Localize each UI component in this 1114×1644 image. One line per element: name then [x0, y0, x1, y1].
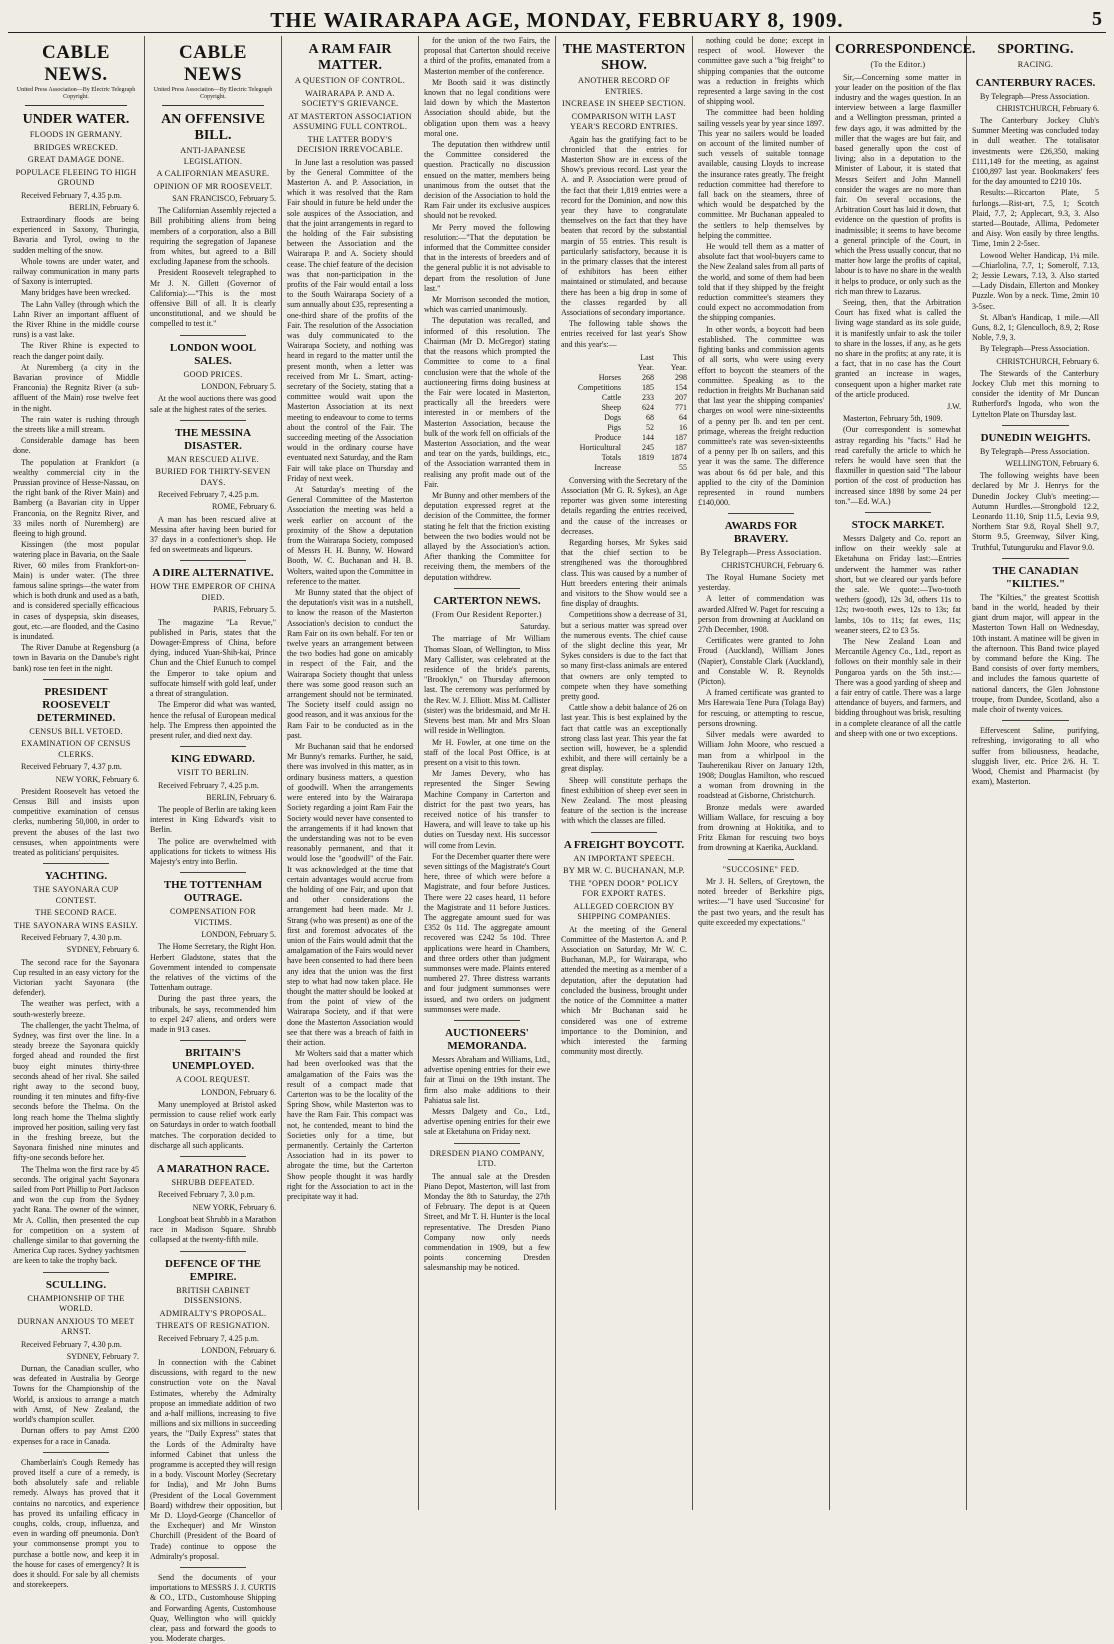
paragraph: The police are overwhelmed with applications for tickets to witness His Majesty's entry into Berlin. — [150, 836, 276, 867]
table-row — [561, 443, 687, 453]
story-deck: POPULACE FLEEING TO HIGH GROUND — [15, 167, 137, 187]
story-headline: CANTERBURY RACES. — [975, 76, 1096, 89]
table-cell: 52 — [646, 422, 654, 432]
divider — [43, 1272, 109, 1273]
story-deck: DURNAN ANXIOUS TO MEET ARNST. — [17, 1316, 135, 1337]
table-cell: 624 — [642, 402, 654, 412]
paragraph: At the wool auctions there was good sale at the highest rates of the series. — [150, 394, 276, 414]
story-deck: SHRUBB DEFEATED. — [171, 1177, 255, 1187]
story-headline: LONDON WOOL SALES. — [169, 341, 257, 367]
story-deck: BRITISH CABINET DISSENSIONS. — [176, 1285, 250, 1305]
paragraph: The people of Berlin are taking keen interest in King Edward's visit to Berlin. — [150, 805, 276, 835]
table-row — [561, 403, 687, 413]
table-cell: Competitions — [577, 382, 621, 392]
table-cell: Produce — [594, 432, 621, 442]
paragraph: Many bridges have been wrecked. — [21, 288, 131, 298]
story-deck: GREAT DAMAGE DONE. — [27, 155, 125, 164]
paragraph: Again has the gratifying fact to be chronicled that the entries for Masterton Show are in excess of the Show's previous record. Last year the A. and P. Association were proud of the fact that their 1,819 entries were a record for the Dominion, and now this year they have to congratulate themselves on the fact that they have beaten that record by the substantial margin of 55 entries. This result is particularly satisfactory, because it is in the primary classes that the interest of exhibitors has been either maintained or stimulated, and because there has been a big drop in some of the classes regarded by all Associations of secondary importance. — [561, 134, 687, 317]
story-headline: AWARDS FOR BRAVERY. — [724, 520, 798, 546]
paragraph: Mr Wolters said that a matter which had been overlooked was that the amalgamation of the Fairs was the result of a compact made that Carterton was to be the locality of the Spring Show, while Masterton was to have the Ram Fair. This compact was not, he contended, meant to bind the Societies only for a time, but permanently. Certainly the Carterton Association had in its power to abrogate the time, but the Carterton Show people thought it was hardly right for the Association to act in the precipitate way it had. — [287, 1049, 413, 1202]
advertisement: Send the documents of your importations to MESSRS J. J. CURTIS & CO., LTD., Customhouse Shipping and Forwarding Agents, Customhouse Quay, Wellington who will quickly clear, pass and forward the goods to you. Moderate charges. — [150, 1572, 276, 1644]
paragraph: The population at Frankfort (a wealthy commercial city in the Prussian province of Hesse-Nassau, on the right bank of the River Main) and Bamberg (a Bavarian city in Upper Franconia, on the Regnitz River, and 33 miles north of Nuremberg) are fleeing to high ground. — [13, 457, 139, 538]
dateline: WELLINGTON, February 6. — [1005, 459, 1099, 468]
paragraph: President Roosevelt has vetoed the Census Bill and insists upon competitive examination of census clerks, numbering 50,000, in order to prevent the abuses of the last two censuses, when appointments were treated as politicians' perquisites. — [13, 786, 139, 857]
table-row — [561, 413, 687, 423]
advertisement: The annual sale at the Dresden Piano Depot, Masterton, will last from Monday the 8th to Saturday, the 27th of February. The depot is at Queen Street, and Mr T. H. Hunter is the local representative. The Dresden Piano Company now only needs commendation in 1909, but a few points concerning Dresden salesmanship may be noticed. — [424, 1171, 550, 1273]
story-headline: DUNEDIN WEIGHTS. — [980, 431, 1091, 444]
table-header-cell — [561, 353, 621, 373]
story-headline: AUCTIONEERS' MEMORANDA. — [445, 1026, 529, 1052]
table-cell: 187 — [675, 442, 687, 452]
divider — [728, 859, 794, 860]
divider — [454, 1143, 520, 1144]
story-deck: A QUESTION OF CONTROL. — [294, 76, 406, 85]
divider — [43, 679, 109, 680]
column-3 — [282, 36, 419, 1510]
story-deck: ADMIRALTY'S PROPOSAL. — [159, 1308, 267, 1318]
table-cell: 207 — [675, 392, 687, 402]
table-row — [561, 383, 687, 393]
table-total-row — [561, 453, 687, 463]
story-headline: CARTERTON NEWS. — [433, 594, 541, 607]
paragraph: At Saturday's meeting of the General Committee of the Masterton Association the meeting was held a week earlier on account of the proximity of the Show a deputation from the Wairarapa Society, composed of Messrs H. H. Bunny, W. Howard Booth, W. C. Buchanan and H. B. Wolters, waited upon the Committee in reference to the matter. — [287, 485, 413, 586]
paragraph: President Roosevelt telegraphed to Mr J. N. Gillett (Governor of California):—"This is the most offensive Bill of all. It is clearly unconstitutional, and we should be compelled to test it." — [150, 268, 276, 329]
divider — [162, 105, 264, 106]
advertisement: Mr J. H. Sellers, of Greytown, the noted breeder of Berkshire pigs, writes:—"I have used 'Succosine' for the past two years, and the result has quite exceeded my expectations." — [698, 877, 824, 927]
dateline: Received February 7, 4.35 p.m. — [21, 190, 122, 200]
story-headline: KING EDWARD. — [171, 753, 255, 766]
story-deck: THE LATTER BODY'S DECISION IRREVOCABLE. — [297, 134, 403, 154]
story-headline: BRITAIN'S UNEMPLOYED. — [171, 1047, 255, 1073]
paragraph: The Stewards of the Canterbury Jockey Club met this morning to consider the identity of Mr Duncan Rutherford's Ingoda, who won the Lyttelton Plate on Thursday last. — [972, 368, 1099, 419]
columns — [8, 36, 1106, 1644]
dateline: Received February 7, 4.25 p.m. — [158, 780, 259, 790]
dateline: CHRISTCHURCH, February 6. — [996, 103, 1099, 113]
paragraph: The magazine "La Revue," published in Paris, states that the Dowager-Empress of China, before dying, induced Yuan-Shih-kai, Prince Chun and the Chief Eunuch to compel the Emperor to take opium and suffocate himself with gold leaf, under a threat of strangulation. — [150, 617, 276, 699]
paragraph: Many unemployed at Bristol asked permission to cause relief work early on Saturdays in order to watch football matches. The corporation decided to discharge all such applicants. — [150, 1099, 276, 1150]
story-deck: AT MASTERTON ASSOCIATION ASSUMING FULL CONTROL. — [288, 111, 412, 131]
dateline: Received February 7, 4.37 p.m. — [21, 762, 122, 772]
divider — [180, 872, 246, 873]
signature: J.W. — [947, 402, 961, 411]
paragraph: The committee had been holding sailing vessels year by year since 1897. This year no sailers would be loaded on account of the limited number of such vessels of suitable tonnage available, causing Lloyds to increase the insurance rates greatly. The freight reduction committee had therefore to fall back on the steamers, three of which would be despatched by the committee. Mr Buchanan appealed to the settlers to help themselves by helping the committee. — [698, 108, 824, 240]
table-cell: Dogs — [604, 412, 621, 422]
story-headline: STOCK MARKET. — [851, 519, 945, 532]
story-deck: MAN RESCUED ALIVE. — [166, 454, 260, 464]
story-deck: ALLEGED COERCION BY SHIPPING COMPANIES. — [573, 901, 675, 922]
divider — [25, 105, 127, 106]
credit-line: United Press Association—By Electric Telegraph Copyright. — [153, 87, 273, 100]
divider — [1002, 425, 1069, 426]
paragraph: The "Kilties," the greatest Scottish band in the world, headed by their giant drum major, will appear in the Masterton Town Hall on Wednesday, 10th instant. A matinee will be given in the afternoon. This Band twice played by command before the King. The Band consists of over forty members, and includes the famous quartette of national dancers, the Glen Johnstone troupe, from Dundee, Scotland, also a male choir of twenty voices. — [972, 592, 1099, 715]
column-6 — [693, 36, 830, 1510]
paragraph: Messrs Dalgety and Co., Ltd., advertise opening entries for their ewe sale at Eketahuna on Friday next. — [424, 1107, 550, 1137]
story-deck: A CALIFORNIAN MEASURE. — [156, 169, 270, 178]
dateline: CHRISTCHURCH, February 6. — [721, 560, 824, 570]
paragraph: Regarding horses, Mr Sykes said that the chief section to be strengthened was the thoroughbred class. This was caused by a number of Hutt breeders entering their animals and visitors to the Show would see a fine display of draughts. — [561, 537, 687, 609]
paragraph: The Canterbury Jockey Club's Summer Meeting was concluded today in dull weather. The totalisator investments were £26,350, making £111,149 for the meeting, as against £100,897 last year. Bookmakers' fees for the day amounted to £210 10s. — [972, 115, 1099, 187]
paragraph: Mr Perry moved the following resolution:—"That the deputation be informed that the Committee consider that in the interests of breeders and of the general public it is not advisable to depart from the resolution of June last." — [424, 222, 550, 293]
table-cell: 233 — [642, 392, 654, 402]
column-8 — [967, 36, 1104, 1510]
newspaper-title: THE WAIRARAPA AGE, MONDAY, FEBRUARY 8, 1909. — [270, 8, 844, 32]
divider — [728, 513, 794, 514]
column-4 — [419, 36, 556, 1510]
divider — [180, 1567, 246, 1568]
paragraph: Lowood Welter Handicap, 1¼ mile.—Chiarlolina, 7.7, 1; Somerolf, 7.13, 2; Jessie Lewars, 7.13, 3. Also started—Lady Disdain, Ellerton and Monkey Puzzle. Won by a neck. Time, 2min 10 3-5sec. — [972, 250, 1099, 311]
paragraph: nothing could be done; except in respect of wool. However the committee gave such a "big freight" to shipping companies that the outcome was a reduction in freights which represented a large saving in the cost of shipping wool. — [698, 36, 824, 107]
paragraph: Cattle show a debit balance of 26 on last year. This is best explained by the fact that cattle was an exceptionally strong class last year. This year the fat section will, however, be a splendid exhibit, and there will certainly be a great display. — [561, 703, 687, 774]
story-deck: BY MR W. C. BUCHANAN, M.P. — [563, 866, 685, 876]
paragraph: The Thelma won the first race by 45 seconds. The original yacht Sayonara sailed from Port Phillip to Port Jackson and won the cup from the Sydney yacht Rana. The owner of the winner, Mr A. Collin, then presented the cup for competition on a system of challenge similar to that governing the America Cup races. Sydney yachtsmen are keen to take the trophy back. — [13, 1164, 139, 1266]
divider — [180, 1251, 246, 1252]
paragraph: The weather was perfect, with a south-westerly breeze. — [13, 999, 139, 1019]
paragraph: The second race for the Sayonara Cup resulted in an easy victory for the Victorian yacht Sayonara (the defender). — [13, 957, 139, 998]
section-title: CABLE NEWS. — [42, 42, 110, 85]
section-title: CORRESPONDENCE. — [835, 42, 976, 57]
divider — [180, 420, 246, 421]
story-headline: AN OFFENSIVE BILL. — [161, 112, 265, 143]
divider — [454, 1020, 520, 1021]
table-row — [561, 393, 687, 403]
dateline: SYDNEY, February 6. — [66, 945, 139, 955]
paragraph: The deputation then withdrew until the Committee considered the question. Practically no discussion ensued on the matter, members being unanimous from the outset that the decision of the Association to hold the Ram Fair under its exclusive auspices should not be revoked. — [424, 140, 550, 221]
page-number: 5 — [1092, 8, 1102, 30]
paragraph: Mr Bunny and other members of the deputation expressed regret at the decision of the Committee, the former stating he felt that the friction existing between the two bodies would not be allayed by the Association's action. After thanking the Committee for receiving them, the members of the deputation withdrew. — [424, 490, 550, 582]
story-deck: ANOTHER RECORD OF ENTRIES. — [578, 76, 670, 96]
paragraph: He would tell them as a matter of absolute fact that wool-buyers came to the New Zealand sales from all parts of the world, and some of them had been told that if they shipped by the freight reduction committee's steamers they could expect no accommodation from the shipping companies. — [698, 242, 824, 323]
story-headline: A RAM FAIR MATTER. — [308, 42, 392, 73]
advertisement: Chamberlain's Cough Remedy has proved itself a cure of a remedy, is both absolutely safe and reliable remedy. Always has proved that it contains no narcotics, and experience has proved its unfailing efficacy in coughs, colds, croup, influenza, and even in warding off pneumonia. Don't your commonsense prompt you to purchase a bottle now, and keep it in the house for cases of emergency? It is does it should. For sale by all chemists and storekeepers. — [13, 1457, 139, 1590]
paragraph: The Lahn Valley (through which the Lahn River an important affluent of the River Rhine in the middle course runs) is a vast lake. — [13, 299, 139, 340]
table-row — [561, 423, 687, 433]
paragraph: Durnan offers to pay Arnst £200 expenses for a race in Canada. — [13, 1426, 139, 1446]
story-headline: THE TOTTENHAM OUTRAGE. — [163, 879, 263, 905]
table-cell: 154 — [675, 382, 687, 392]
paragraph: A framed certificate was granted to Mrs Harewaia Tene Pura (Tolaga Bay) for rescuing, or attempting to rescue, persons drowning. — [698, 688, 824, 728]
story-deck: WAIRARAPA P. AND A. SOCIETY'S GRIEVANCE. — [301, 88, 399, 108]
advertisement: Effervescent Saline, purifying, refreshing, invigorating to all who suffer from biliousness, headache, sluggish liver, etc. Price 2/6. H. T. Wood, Chemist and Pharmacist (by exam), Masterton. — [972, 726, 1099, 787]
story-headline: A FREIGHT BOYCOTT. — [563, 838, 685, 851]
divider — [180, 746, 246, 747]
paragraph: The deputation was recalled, and informed of this resolution. The Chairman (Mr D. McGregor) stating that the reasons which prompted the Committee to come to a final conclusion were that the whole of the auctioneering firms doing business at the Fair were located in Masterton, practically all the breeders were interested in or members of the Masterton Association, because the bulk of the work fell on officials of the Masterton Association, and the wear and tear on the yards, buildings, etc., of the Association warranted them in realising any profit made out of the Fair. — [424, 316, 550, 489]
dateline: Saturday. — [520, 622, 550, 632]
paragraph: Conversing with the Secretary of the Association (Mr G. R. Sykes), an Age reporter was given some interesting details regarding the entries received, and the cause of the increases or decreases. — [561, 475, 687, 536]
masthead — [8, 4, 1106, 33]
story-deck: THE SECOND RACE. — [35, 908, 117, 918]
paragraph: The Royal Humane Society met yesterday. — [698, 573, 824, 593]
paragraph: The following table shows the entries received for last year's Show and this year's:— — [561, 319, 687, 349]
divider — [43, 863, 109, 864]
section-title: SPORTING. — [997, 42, 1074, 57]
divider — [180, 1040, 246, 1041]
table-cell: 64 — [679, 412, 687, 422]
story-deck: THE "OPEN DOOR" POLICY FOR EXPORT RATES. — [569, 878, 679, 899]
dateline: PARIS, February 5. — [213, 605, 276, 615]
table-cell: Totals — [601, 452, 621, 462]
paragraph: Mr Buchanan said that he endorsed Mr Bunny's remarks. Further, he said, there was involved in this matter, as in ordinary business matters, a question of goodwill. When the arrangements were entered into by the Wairarapa Society regarding a joint Ram Fair the Society would never have consented to the arrangements if it had known that the understanding was not to be even reasonably permanent, and that it would lose the "goodwill" of the Fair. It was acknowledged at the time that certain advantages would accrue from the holding of one Fair, and upon that and other considerations the arrangement had been made. Mr J. Strang (who was present) as one of the first and foremost advocates of the union of the Fairs would admit that the amalgamation of the Fairs would never have been consented to had there been any idea that the union was the first step to what had now taken place. He thought the matter should be looked at from the point of view of the Wairarapa Society, and if that were done the Masterton Association would see that there was a breach of faith in their action. — [287, 742, 413, 1047]
story-headline: A DIRE ALTERNATIVE. — [152, 567, 274, 580]
story-deck: ANTI-JAPANESE LEGISLATION. — [180, 146, 246, 166]
table-cell: 187 — [675, 432, 687, 442]
paragraph: Kissingen (the most popular watering place in Bavaria, on the Saale River, 60 miles from Frankfort-on-Main) is under water. (The three famous saline springs—the water from which is both drunk and used as a bath, and is considered specially efficacious in cases of dyspepsia, skin diseases, gout, etc.—are flooded, and the Casino is inundated. — [13, 540, 139, 642]
dateline: Masterton, February 5th, 1909. — [843, 414, 943, 424]
dateline: LONDON, February 5. — [201, 382, 276, 392]
paragraph: At Nuremberg (a city in the Bavarian province of Middle Franconia) the Regnitz River (a sub-affluent of the Main) rose twelve feet in the night. — [13, 362, 139, 413]
dateline: LONDON, February 6. — [201, 1345, 276, 1355]
story-headline: PRESIDENT ROOSEVELT DETERMINED. — [36, 685, 116, 724]
dateline: SAN FRANCISCO, February 5. — [172, 194, 276, 203]
paragraph: In June last a resolution was passed by the General Committee of the Masterton A. and P. Association, in which it was resolved that the Ram Fair should in future be held under the sole auspices of the Association, and that the joint arrangements in regard to the holding of the Fair subsisting between the Association and the Wairarapa P. and A. Society should cease. The chief feature of the decision was that non-participation in the profits of the Fair would entail a loss to the South Wairarapa Society of a sum annually about £35, representing a one-third share of the profits of the Fair. The resolution of the Association was duly communicated to the Wairarapa Society, and nothing was heard in regard to the matter until the present month, when a letter was received from Mr L. Smart, acting-secretary of the Society, stating that a committee would wait upon the Masterton Association at its next meeting to endeavour to come to terms about the control of the Fair. The succeeding meeting of the Association would in the ordinary course have eventuated next Saturday, and the Ram Fair will take place on Thursday and Friday of next week. — [287, 157, 413, 483]
dateline: SYDNEY, February 7. — [66, 1351, 139, 1361]
dateline: ROME, February 6. — [212, 502, 276, 512]
credit-line: United Press Association—By Electric Telegraph Copyright. — [16, 87, 136, 100]
table-cell: 185 — [642, 382, 654, 392]
column-2 — [145, 36, 282, 1644]
table-row — [561, 433, 687, 443]
credit-line: By Telegraph—Press Association. — [980, 446, 1090, 456]
table-cell: 16 — [679, 422, 687, 432]
editor-note: (Our correspondent is somewhat astray regarding his "facts." Had he read carefully the article to which he refers he would have seen that the flaxmiller in question said "The labour portion of the cost of production has increased since 1898 by some 24 per ton."—Ed. W.A.) — [835, 425, 961, 506]
credit-line: By Telegraph—Press Association. — [980, 344, 1090, 354]
divider — [43, 1452, 109, 1453]
story-deck: A COOL REQUEST. — [175, 1075, 251, 1085]
story-deck: BURIED FOR THIRTY-SEVEN DAYS. — [155, 467, 271, 487]
table-header-row — [561, 353, 687, 373]
table-cell: 771 — [675, 402, 687, 412]
paragraph: Durnan, the Canadian sculler, who was defeated in Australia by George Towns for the Championship of the World, is anxious to arrange a match with Arnst, of New Zealand, the world's champion sculler. — [13, 1364, 139, 1425]
story-headline: SCULLING. — [45, 1278, 107, 1291]
story-deck: THREATS OF RESIGNATION. — [156, 1321, 270, 1330]
dateline: NEW YORK, February 6. — [55, 774, 139, 784]
table-cell: 1874 — [671, 452, 687, 462]
story-deck: HOW THE EMPEROR OF CHINA DIED. — [150, 582, 276, 602]
column-7 — [830, 36, 976, 1510]
paragraph: Mr H. Fowler, at one time on the staff of the local Post Office, is at present on a visit to this town. — [424, 737, 550, 767]
table-cell: 55 — [679, 462, 687, 472]
story-headline: A MARATHON RACE. — [156, 1162, 270, 1175]
paragraph: Silver medals were awarded to William John Moore, who rescued a man from a whirlpool in the Tauherenikau River on January 12th, 1908; Douglas Hamilton, who rescued a woman from drowning in the roadstead at Gisborne, Christchurch. — [698, 730, 824, 801]
entries-table — [561, 353, 687, 473]
table-cell: 144 — [642, 432, 654, 442]
story-deck: By Telegraph—Press Association. — [700, 548, 822, 558]
paragraph: Mr Booth said it was distinctly known that no legal conditions were laid down by which the Masterton Association should abide, but the obligation upon them was a heavy moral one. — [424, 77, 550, 138]
column-5 — [556, 36, 693, 1510]
paragraph: Longboat beat Shrubb in a Marathon race in Madison Square. Shrubb collapsed at the twenty-fifth mile. — [150, 1214, 276, 1245]
paragraph: Messrs Abraham and Williams, Ltd., advertise opening entries for their ewe fair at Tinui on the 19th instant. The firm also make additions to their Pahiatua sale list. — [424, 1054, 550, 1105]
story-headline: YACHTING. — [44, 870, 108, 883]
paragraph: Extraordinary floods are being experienced in Saxony, Thuringia, Bavaria and Tyrol, owing to the sudden melting of the snow. — [13, 214, 139, 255]
paragraph: for the union of the two Fairs, the proposal that Carterton should receive a third of the profits, emanated from a Masterton member of the conference. — [424, 36, 550, 76]
story-deck: THE SAYONARA CUP CONTEST. — [33, 885, 119, 905]
paragraph: The New Zealand Loan and Mercantile Agency Co., Ltd., report as follows on their monthly sale in their Pongaroa yards on the 5th inst.:—There was a good yarding of sheep and a fair entry of cattle. There was a large attendance of buyers, and farmers, and bidding throughout was brisk, resulting in a complete clearance of all the cattle and sheep with one or two exceptions. — [835, 637, 961, 738]
paragraph: Certificates were granted to John Froud (Auckland), William Jones (Napier), Constable Clark (Auckland), and Constable W. R. Reynolds (Picton). — [698, 636, 824, 687]
story-headline: DEFENCE OF THE EMPIRE. — [165, 1257, 261, 1283]
story-headline: THE CANADIAN "KILTIES." — [992, 564, 1079, 590]
paragraph: The rain water is rushing through the streets like a mill stream. — [13, 414, 139, 434]
story-headline: THE MESSINA DISASTER. — [174, 426, 252, 452]
story-deck: RACING. — [1017, 60, 1054, 69]
paragraph: The River Danube at Regensburg (a town in Bavaria on the Danube's right bank) rose ten feet in the night. — [13, 643, 139, 673]
table-cell: 268 — [642, 372, 654, 382]
dateline: CHRISTCHURCH, February 6. — [996, 356, 1099, 366]
story-deck: INCREASE IN SHEEP SECTION. — [562, 99, 686, 108]
divider — [180, 560, 246, 561]
story-deck: (From Our Resident Reporter.) — [432, 609, 542, 619]
paragraph: For the December quarter there were seven sittings of the Magistrate's Court here, three of which were before a Magistrate, and four before Justices. There were 22 cases heard, 11 before the Magistrate and 11 before Justices. The aggregate amount sued for was £352 0s 11d. The aggregate amount recovered was £242 5s 10d. Three applications were heard in Chambers, and three orders other than judgment summonses were made. Plaints entered numbered 27. Three distress warrants and four judgment summonses were issued, and two orders on judgment summonses were made. — [424, 851, 550, 1014]
story-deck: AN IMPORTANT SPEECH. — [573, 853, 675, 863]
paragraph: Mr Bunny stated that the object of the deputation's visit was in a nutshell, to know the reason of the Masterton Association's decision to conduct the Ram Fair on its own behalf. For ten or twelve years an arrangement between the two bodies had gone on amicably in respect of the Fair, and the Wairarapa Society thought that unless there was some good reason such an arrangement should not be terminated. The Society itself could assign no good reason, and it was anxious for the Ram Fair to be conducted as in the past. — [287, 588, 413, 740]
paragraph: The Californian Assembly rejected a Bill prohibiting aliens from being members of a corporation, also a Bill requiring the segregation of Japanese from whites, but agreed to a Bill excluding Japanese from the schools. — [150, 206, 276, 267]
paragraph: A man has been rescued alive at Messina after having been buried for 37 days in a confectioner's shop. He fed on sweetmeats and liqueurs. — [150, 514, 276, 555]
table-cell: Horses — [598, 372, 621, 382]
paragraph: At the meeting of the General Committee of the Masterton A. and P. Association on Saturday, Mr W. C. Buchanan, M.P., for Wairarapa, who attended the meeting as a member of a deputation, after the deputation had concluded the business, brought under the notice of the Committee a matter which Mr Buchanan said he considered was one of extreme importance to the Dominion, and which interested the farming community most directly. — [561, 924, 687, 1057]
dateline: Received February 7, 4.25 p.m. — [158, 1333, 259, 1343]
story-deck: BRIDGES WRECKED. — [33, 142, 119, 152]
paragraph: A letter of commendation was awarded Alfred W. Paget for rescuing a person from drowning at Auckland on 27th December, 1908. — [698, 594, 824, 635]
table-cell: Increase — [594, 462, 621, 472]
divider — [180, 1156, 246, 1157]
divider — [180, 335, 246, 336]
paragraph: Sir,—Concerning some matter in your leader on the position of the flax industry and the wages question. In an interview between a large flaxmiller and a Wellington pressman, printed a few days ago, it was admitted by the miller that the wages are but fair, and based generally upon the cost of living; also in a deputation to the Minister of Labour, it is stated that Messrs Seifert and John Mannell consider the wages are no more than fair. On several occasions, the Arbitration Court has laid it down, that evidence on the question of profits is inadmissible; it seems to have become a general principle of the Court, in which the Press usually concur, that no matter how large the profits of capital, labour is to have no share in the wealth it helps to produce, or only such as the rich man threw to Lazarus. — [835, 72, 961, 296]
story-deck: OPINION OF MR ROOSEVELT. — [153, 181, 273, 191]
paragraph: In other words, a boycott had been established. The committee was fighting banks and commission agents of all sorts, who were using every effort to boycott the steamers of the committee. Speaking as to the reduction in freights Mr Buchanan said that last year the shipping companies' charges on wool were nine-sixteenths of a penny per lb. and ten per cent. primage, whereas the freight reduction committee's rate was seven-sixteenths of a penny per lb on sailers, and this year it was the same. The difference was about 6s 6d per bale, and this applied to the city of the Dominion represented in round numbers £140,000. — [698, 324, 824, 508]
table-cell: 1819 — [638, 452, 654, 462]
story-deck: CHAMPIONSHIP OF THE WORLD. — [27, 1293, 125, 1314]
paragraph: Competitions show a decrease of 31, but a serious matter was spread over the numerous events. The chief cause of the slight decline this year, Mr Sykes considers is due to the fact that so many first-class animals are entered that owners are only tempted to compete when they have something pretty good. — [561, 610, 687, 702]
paragraph: The River Rhine is expected to reach the danger point daily. — [13, 341, 139, 361]
dateline: NEW YORK, February 6. — [192, 1202, 276, 1212]
story-deck: COMPARISON WITH LAST YEAR'S RECORD ENTRIES. — [570, 111, 678, 131]
story-headline: UNDER WATER. — [22, 112, 130, 127]
dateline: BERLIN, February 6. — [69, 202, 139, 212]
table-cell: Pigs — [607, 422, 621, 432]
divider — [1002, 558, 1069, 559]
table-header-cell: This Year. — [670, 352, 687, 372]
dateline: Received February 7, 4.25 p.m. — [158, 490, 259, 500]
paragraph: In connection with the Cabinet discussions, with regard to the new construction vote on the Naval Estimates, whereby the Admiralty propose an immediate addition of two and a-half millions, increasing to five millions and six millions in succeeding years, the "Daily Express" states that the Lords of the Admiralty have informed Cabinet that unless the programme is accepted they will resign in a body. Viscount Morley (Secretary for India), and Mr John Burns (President of the Local Government Board) withdrew their opposition, but Mr D. Lloyd-George (Chancellor of the Exchequer) and Mr Winston Churchill (President of the Board of Trade) continue to oppose the Admiralty's proposal. — [150, 1357, 276, 1561]
paragraph: Bronze medals were awarded William Wallace, for rescuing a boy from drowning at Hokitika, and to Fritz Ekman for rescuing two boys from drowning at Kaerika, Auckland. — [698, 802, 824, 853]
table-cell: 298 — [675, 372, 687, 382]
dateline: Received February 7, 4.30 p.m. — [21, 933, 122, 943]
story-deck: CENSUS BILL VETOED. — [29, 726, 123, 736]
paragraph: The Home Secretary, the Right Hon. Herbert Gladstone, states that the Government intended to compensate the relatives of the victims of the Tottenham outrage. — [150, 942, 276, 993]
paragraph: During the past three years, the tribunals, he says, recommended him to expel 247 aliens, and orders were made in 913 cases. — [150, 994, 276, 1035]
paragraph: Whole towns are under water, and railway communication in many parts of Saxony is interrupted. — [13, 256, 139, 287]
dateline: Received February 7, 4.30 p.m. — [21, 1339, 122, 1349]
table-cell: 68 — [646, 412, 654, 422]
table-header-cell: Last Year. — [637, 352, 654, 372]
column-1 — [8, 36, 145, 1590]
table-cell: Sheep — [601, 402, 621, 412]
story-deck: VISIT TO BERLIN. — [177, 768, 249, 778]
paragraph: The Emperor did what was wanted, hence the refusal of European medical help. The Empress then appointed the present ruler, and died next day. — [150, 700, 276, 740]
story-deck: COMPENSATION FOR VICTIMS. — [169, 907, 256, 927]
table-cell: 245 — [642, 442, 654, 452]
divider — [591, 832, 657, 833]
paragraph: The marriage of Mr William Thomas Sloan, of Wellington, to Miss Mary Callister, was celebrated at the residence of the bride's parents, "Brooklyn," on Thursday afternoon last. The ceremony was performed by the Rev. W. J. Elliott. Miss M. Callister (sister) was the bridesmaid, and Mr H. Stevens best man. Mr and Mrs Sloan will reside in Wellington. — [424, 634, 550, 736]
story-deck: FLOODS IN GERMANY. — [29, 130, 123, 139]
dateline: LONDON, February 6. — [201, 1087, 276, 1097]
paragraph: Results:—Riccarton Plate, 5 furlongs.—Rist-art, 7.5, 1; Scotch Plaid, 7.7, 2; Applecart, 9.3, 3. Also started—Boutade, Allima, Pedometer and Aisy. Won easily by three lengths. Time, 1min 2 2-5sec. — [972, 188, 1099, 249]
paragraph: Seeing, then, that the Arbitration Court has fixed what is called the living wage standard as its sole guide, it is manifestly unfair to ask the toiler to share in the losses, if any, as he gets no share in the profits; at any rate, it is a fact, that in no case has the Court granted an increase in wages, consequent upon a higher market rate of the article produced. — [835, 297, 961, 399]
advertisement-heading: DRESDEN PIANO COMPANY, LTD. — [429, 1148, 545, 1169]
divider — [1002, 720, 1069, 721]
story-deck: GOOD PRICES. — [183, 369, 243, 379]
dateline: LONDON, February 5. — [201, 930, 276, 940]
paragraph: St. Alban's Handicap, 1 mile.—All Guns, 8.2, 1; Glenculloch, 8.9, 2; Rose Noble, 7.9, 3. — [972, 312, 1099, 343]
advertisement-heading: "SUCCOSINE" FED. — [722, 864, 800, 874]
dateline: BERLIN, February 6. — [206, 792, 276, 802]
credit-line: By Telegraph—Press Association. — [980, 91, 1090, 101]
table-cell: Cattle — [601, 392, 621, 402]
story-headline: THE MASTERTON SHOW. — [562, 42, 686, 73]
story-deck: THE SAYONARA WINS EASILY. — [14, 920, 138, 930]
paragraph: Considerable damage has been done. — [13, 436, 139, 456]
paragraph: Sheep will constitute perhaps the finest exhibition of sheep ever seen in New Zealand. The most pleasing feature of the section is the increase with which the classes are filled. — [561, 775, 687, 826]
table-increase-row — [561, 463, 687, 473]
table-cell: Horticultural — [579, 442, 621, 452]
section-title: CABLE NEWS — [179, 42, 247, 85]
divider — [454, 588, 520, 589]
paragraph: Mr Morrison seconded the motion, which was carried unanimously. — [424, 295, 550, 315]
story-deck: EXAMINATION OF CENSUS CLERKS. — [21, 739, 131, 759]
dateline: Received February 7, 3.0 p.m. — [158, 1190, 255, 1200]
paragraph: Messrs Dalgety and Co. report an inflow on their weekly sale at Eketahuna on Friday last:—Entries underwent the hammer was rather short, but we cleared our yards before the sale. We quote:—Two-tooth wethers (good), 12s 3d, others 11s to 12s; two-tooth ewes, 12s to 13s; fat lambs, 10s to 11s; fat ewes, 11s; weaner steers, £2 to £3 5s. — [835, 534, 961, 635]
paragraph: The challenger, the yacht Thelma, of Sydney, was first over the line. In a steady breeze the Sayonara quickly forged ahead and rounded the first buoy eight minutes thirty-three seconds ahead of her rival. She sailed right away to the second buoy, rounding it ten minutes and fifty-five seconds before the Thelma. On the long reach home the Thelma slightly improved her position, sailing very fast in the freshing breeze, but the Sayonara finished nine minutes and fifty-one seconds before her. — [13, 1020, 139, 1163]
divider — [865, 512, 931, 513]
paragraph: Mr James Devery, who has represented the Singer Sewing Machine Company in Carterton and district for the past two years, has received notice of his transfer to Hawera, and will leave to take up his duties on Tuesday next. His successor will come from Levin. — [424, 769, 550, 850]
story-deck: (To the Editor.) — [870, 60, 926, 69]
table-cell — [624, 463, 654, 473]
paragraph: The following weights have been declared by Mr J. Henrys for the Dunedin Jockey Club's meeting:—Autumn Hurdles.—Strongbold 12.2, Leonardo 11.10, Snip 11.5, Levia 9.9, Northern Star 9.8, Royal Shell 9.7, Storm 9.5, Greenway, Silver King, Truthful, Tutunguruku and Flavor 9.0. — [972, 471, 1099, 552]
table-row — [561, 373, 687, 383]
